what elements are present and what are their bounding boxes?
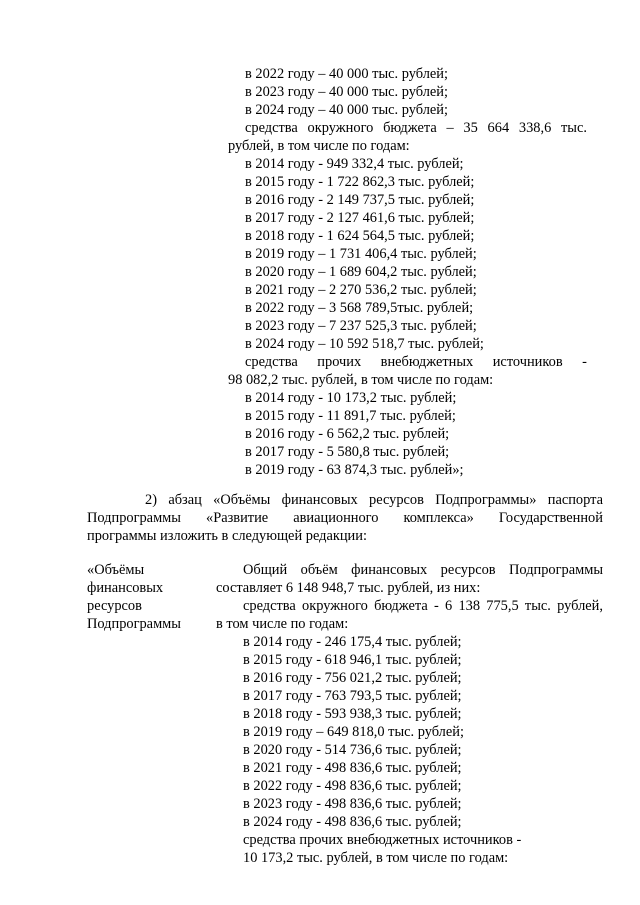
year-line: в 2017 году - 2 127 461,6 тыс. рублей; [245, 210, 475, 226]
year-line: в 2016 году - 6 562,2 тыс. рублей; [245, 426, 450, 442]
year-line: в 2023 году – 7 237 525,3 тыс. рублей; [245, 318, 477, 334]
year-line: в 2024 году – 10 592 518,7 тыс. рублей; [245, 336, 484, 352]
year-line: в 2015 году - 1 722 862,3 тыс. рублей; [245, 174, 475, 190]
year-line: в 2021 году - 498 836,6 тыс. рублей; [243, 760, 462, 776]
year-line: в 2022 году - 498 836,6 тыс. рублей; [243, 778, 462, 794]
year-line: в 2023 году – 40 000 тыс. рублей; [245, 84, 448, 100]
year-line: в 2015 году - 11 891,7 тыс. рублей; [245, 408, 456, 424]
year-line: в 2024 году - 498 836,6 тыс. рублей; [243, 814, 462, 830]
total-head: Общий объём финансовых ресурсов Подпрограммы [243, 562, 603, 578]
table-other-tail: 10 173,2 тыс. рублей, в том числе по годам: [243, 850, 509, 866]
year-line: в 2024 году – 40 000 тыс. рублей; [245, 102, 448, 118]
label-line: «Объёмы [87, 562, 145, 578]
year-line: в 2020 году – 1 689 604,2 тыс. рублей; [245, 264, 477, 280]
district-budget-tail: рублей, в том числе по годам: [228, 138, 410, 154]
label-line: Подпрограммы [87, 616, 181, 632]
year-line: в 2022 году – 40 000 тыс. рублей; [245, 66, 448, 82]
year-line: в 2014 году - 949 332,4 тыс. рублей; [245, 156, 464, 172]
table-district-tail: в том числе по годам: [216, 616, 349, 632]
year-line: в 2016 году - 756 021,2 тыс. рублей; [243, 670, 462, 686]
other-sources-tail: 98 082,2 тыс. рублей, в том числе по годам: [228, 372, 494, 388]
table-district-head: средства окружного бюджета - 6 138 775,5 тыс. рублей, [243, 598, 603, 614]
year-line: в 2022 году – 3 568 789,5тыс. рублей; [245, 300, 474, 316]
year-line: в 2019 году – 1 731 406,4 тыс. рублей; [245, 246, 477, 262]
label-line: финансовых [87, 580, 164, 596]
total-tail: составляет 6 148 948,7 тыс. рублей, из них: [216, 580, 481, 596]
year-line: в 2021 году – 2 270 536,2 тыс. рублей; [245, 282, 477, 298]
year-line: в 2019 году – 649 818,0 тыс. рублей; [243, 724, 464, 740]
year-line: в 2018 году - 593 938,3 тыс. рублей; [243, 706, 462, 722]
paragraph2-line1: 2) абзац «Объёмы финансовых ресурсов Подпрограммы» паспорта [145, 492, 603, 508]
paragraph2-line2: Подпрограммы «Развитие авиационного комплекса» Государственной [87, 510, 603, 526]
year-line: в 2014 году - 246 175,4 тыс. рублей; [243, 634, 462, 650]
year-line: в 2016 году - 2 149 737,5 тыс. рублей; [245, 192, 475, 208]
year-line: в 2015 году - 618 946,1 тыс. рублей; [243, 652, 462, 668]
label-line: ресурсов [87, 598, 142, 614]
district-budget-head: средства окружного бюджета – 35 664 338,6 тыс. [245, 120, 587, 136]
year-line: в 2014 году - 10 173,2 тыс. рублей; [245, 390, 457, 406]
year-line: в 2023 году - 498 836,6 тыс. рублей; [243, 796, 462, 812]
year-line: в 2020 году - 514 736,6 тыс. рублей; [243, 742, 462, 758]
year-line: в 2018 году - 1 624 564,5 тыс. рублей; [245, 228, 475, 244]
table-other-head: средства прочих внебюджетных источников - [243, 832, 522, 848]
year-line: в 2017 году - 763 793,5 тыс. рублей; [243, 688, 462, 704]
other-sources-head: средства прочих внебюджетных источников - [245, 354, 587, 370]
year-line: в 2019 году - 63 874,3 тыс. рублей»; [245, 462, 464, 478]
paragraph2-line3: программы изложить в следующей редакции: [87, 528, 367, 544]
year-line: в 2017 году - 5 580,8 тыс. рублей; [245, 444, 450, 460]
